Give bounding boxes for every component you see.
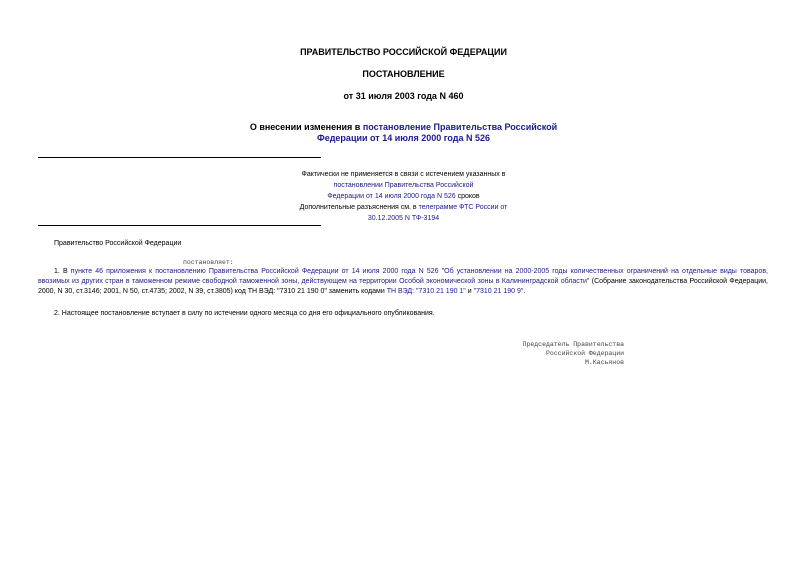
doc-date-number: от 31 июля 2003 года N 460 xyxy=(343,91,464,101)
p1-link-code-2[interactable]: "7310 21 190 9" xyxy=(473,288,524,295)
p1-prefix: 1. В xyxy=(54,268,71,275)
note-link-telegram[interactable]: телеграмме ФТС России от xyxy=(418,204,508,211)
p1-link-clause-46[interactable]: пункте 46 приложения к постановлению Правительства Российской Федерации от 14 июля 2000 года N 526 "Об установлении на 2000-2005 годы количественных ограничений на отдельные виды товаров, ввозимых из других стран в таможенном режиме свободной таможенной зоны, действующем на территории Особой экономической зоны в Калининградской области" xyxy=(38,268,768,285)
p1-mid: (Собрание законодательства Российской Федерации, 2000, N 30, ст.3146; 2001, N 50, ст.4735; 2002, N 39, ст.3805) код ТН ВЭД: "7310 21 190 0" заменить кодами xyxy=(38,278,768,295)
signature-line1: Председатель Правительства xyxy=(522,341,624,348)
decrees-text: постановляет: xyxy=(183,259,234,266)
note-line3-suffix: сроков xyxy=(455,193,480,200)
note-line4-prefix: Дополнительные разъяснения см. в xyxy=(299,204,419,211)
note-link-telegram-line2[interactable]: 30.12.2005 N ТФ-3194 xyxy=(367,215,440,222)
note-line1: Фактически не применяется в связи с истечением указанных в xyxy=(301,171,506,178)
applicability-note xyxy=(250,169,557,224)
government-text: Правительство Российской Федерации xyxy=(54,240,182,247)
signature-line3: М.Касьянов xyxy=(584,359,624,366)
title-link-526[interactable]: постановление Правительства Российской xyxy=(362,122,558,132)
signature-block xyxy=(523,340,624,367)
p1-link-code-1[interactable]: ТН ВЭД: "7310 21 190 1" xyxy=(386,288,466,295)
divider-bottom xyxy=(38,225,321,226)
title-link-526-line2[interactable]: Федерации от 14 июля 2000 года N 526 xyxy=(317,133,490,143)
paragraph-1 xyxy=(38,267,768,297)
doc-title xyxy=(0,122,807,144)
title-prefix: О внесении изменения в xyxy=(249,122,363,132)
paragraph-2: 2. Настоящее постановление вступает в силу по истечении одного месяца со дня его официального опубликования. xyxy=(54,310,435,317)
divider-top xyxy=(38,157,321,158)
signature-line2: Российской Федерации xyxy=(545,350,624,357)
note-link-decree-line2[interactable]: Федерации от 14 июля 2000 года N 526 xyxy=(327,193,456,200)
doc-type: ПОСТАНОВЛЕНИЕ xyxy=(362,69,445,79)
p1-and: и xyxy=(465,288,474,295)
note-link-decree[interactable]: постановлении Правительства Российской xyxy=(333,182,474,189)
p1-end: . xyxy=(523,288,526,295)
org-name: ПРАВИТЕЛЬСТВО РОССИЙСКОЙ ФЕДЕРАЦИИ xyxy=(300,47,507,57)
